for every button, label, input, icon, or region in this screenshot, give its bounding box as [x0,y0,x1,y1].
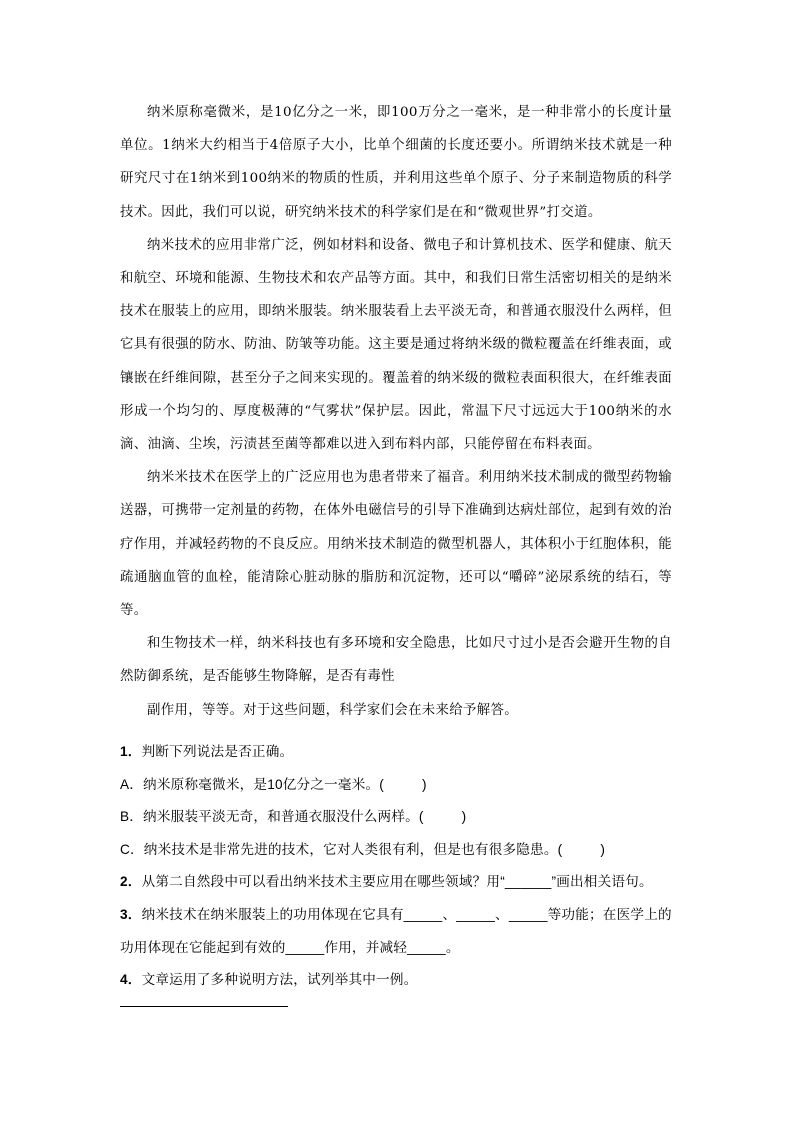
question-text: 判断下列说法是否正确。 [141,744,294,759]
question-text: 纳米技术在纳米服装上的功用体现在它具有_____、_____、_____等功能；在医学上的 [141,906,672,922]
option-text: B．纳米服装平淡无奇，和普通衣服没什么两样。( [120,809,424,825]
option-text: A．纳米原称毫微米，是10亿分之一毫米。( [120,776,385,792]
question-number: 4． [120,972,142,988]
question-number: 3． [120,906,142,922]
option-text: C．纳米技术是非常先进的技术，它对人类很有利，但是也有很多隐患。( [120,841,563,857]
question-3 [120,899,680,932]
question-number: 1． [120,744,142,759]
reading-passage [120,96,672,727]
questions-section [120,736,680,997]
question-3-continuation: 功用体现在它能起到有效的_____作用，并减轻_____。 [120,939,460,955]
passage-paragraph-2: 纳米技术的应用非常广泛，例如材料和设备、微电子和计算机技术、医学和健康、航天和航空、环境和能源、生物技术和农产品等方面。其中，和我们日常生活密切相关的是纳米技术在服装上的应用，即纳米服装。纳米服装看上去平淡无奇，和普通衣服没什么两样，但它具有很强的防水、防油、防皱等功能。这主要是通过将纳米级的微粒覆盖在纤维表面，或镶嵌在纤维间隙，甚至分子之间来实现的。覆盖着的纳米级的微粒表面积很大，在纤维表面形成一个均匀的、厚度极薄的“气雾状”保护层。因此，常温下尺寸远远大于100纳米的水滴、油滴、尘埃，污渍甚至菌等都难以进入到布料内部，只能停留在布料表面。 [120,237,672,453]
paren-close: ) [600,841,606,857]
question-1-option-c [120,834,680,867]
question-text: 文章运用了多种说明方法，试列举其中一例。 [141,972,418,988]
paren-close: ) [422,776,427,792]
answer-line[interactable] [120,1006,288,1007]
passage-paragraph-1: 纳米原称毫微米，是10亿分之一米，即100万分之一毫米，是一种非常小的长度计量单位。1纳米大约相当于4倍原子大小，比单个细菌的长度还要小。所谓纳米技术就是一种研究尺寸在1纳米到100纳米的物质的性质，并利用这些单个原子、分子来制造物质的科学技术。因此，我们可以说，研究纳米技术的科学家们是在和“微观世界”打交道。 [120,105,672,220]
question-4 [120,964,680,997]
question-text: 从第二自然段中可以看出纳米技术主要应用在哪些领域？用“______”画出相关语句。 [141,874,653,890]
passage-paragraph-4: 和生物技术一样，纳米科技也有多环境和安全隐患，比如尺寸过小是否会避开生物的自然防御系统，是否能够生物降解，是否有毒性 [120,636,672,685]
question-1 [120,736,680,769]
question-2 [120,866,680,899]
question-number: 2． [120,874,142,890]
question-1-option-a [120,769,680,802]
paren-close: ) [461,809,467,825]
question-1-option-b [120,801,680,834]
passage-paragraph-4-continuation: 副作用，等等。对于这些问题，科学家们会在未来给予解答。 [147,702,518,718]
passage-paragraph-3: 纳米米技术在医学上的广泛应用也为患者带来了福音。利用纳米技术制成的微型药物输送器，可携带一定剂量的药物，在体外电磁信号的引导下准确到达病灶部位，起到有效的治疗作用，并减轻药物的不良反应。用纳米技术制造的微型机器人，其体积小于红胞体积，能疏通脑血管的血栓，能清除心脏动脉的脂肪和沉淀物，还可以“嚼碎”泌尿系统的结石，等等。 [120,470,672,619]
